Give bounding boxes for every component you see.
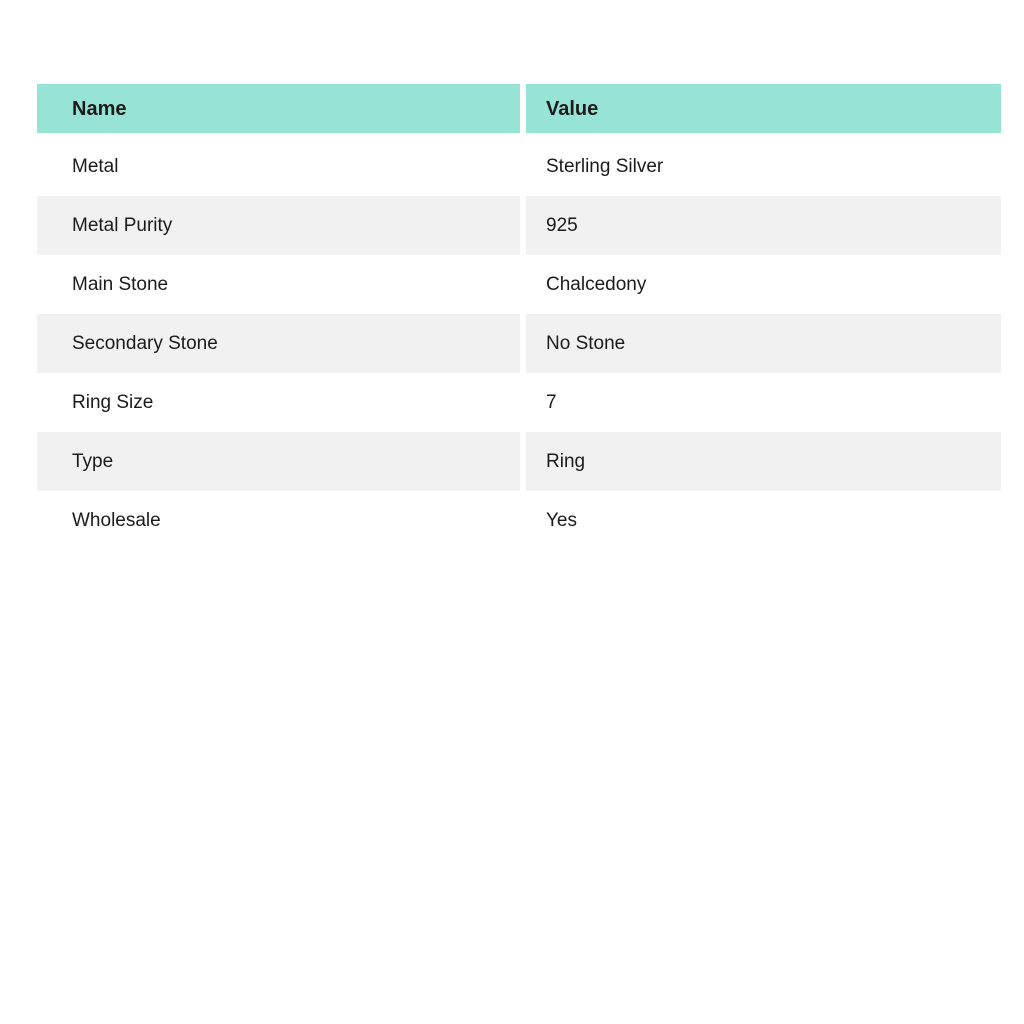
table-row xyxy=(37,491,1001,550)
table-row xyxy=(37,137,1001,196)
row-name-cell: Metal Purity xyxy=(37,196,520,255)
row-value-cell: Sterling Silver xyxy=(526,137,1001,196)
table-row xyxy=(37,373,1001,432)
header-cell-name: Name xyxy=(37,84,520,133)
header-cell-value: Value xyxy=(526,84,1001,133)
row-value-cell: Chalcedony xyxy=(526,255,1001,314)
row-name-cell: Metal xyxy=(37,137,520,196)
row-name-cell: Ring Size xyxy=(37,373,520,432)
product-attributes-table xyxy=(37,84,1001,550)
row-value-cell: No Stone xyxy=(526,314,1001,373)
table-row xyxy=(37,255,1001,314)
row-name-cell: Type xyxy=(37,432,520,491)
table-row xyxy=(37,196,1001,255)
row-value-cell: 925 xyxy=(526,196,1001,255)
row-value-cell: Ring xyxy=(526,432,1001,491)
table-header-row xyxy=(37,84,1001,133)
row-value-cell: 7 xyxy=(526,373,1001,432)
table-row xyxy=(37,432,1001,491)
row-value-cell: Yes xyxy=(526,491,1001,550)
row-name-cell: Secondary Stone xyxy=(37,314,520,373)
row-name-cell: Wholesale xyxy=(37,491,520,550)
table-row xyxy=(37,314,1001,373)
row-name-cell: Main Stone xyxy=(37,255,520,314)
